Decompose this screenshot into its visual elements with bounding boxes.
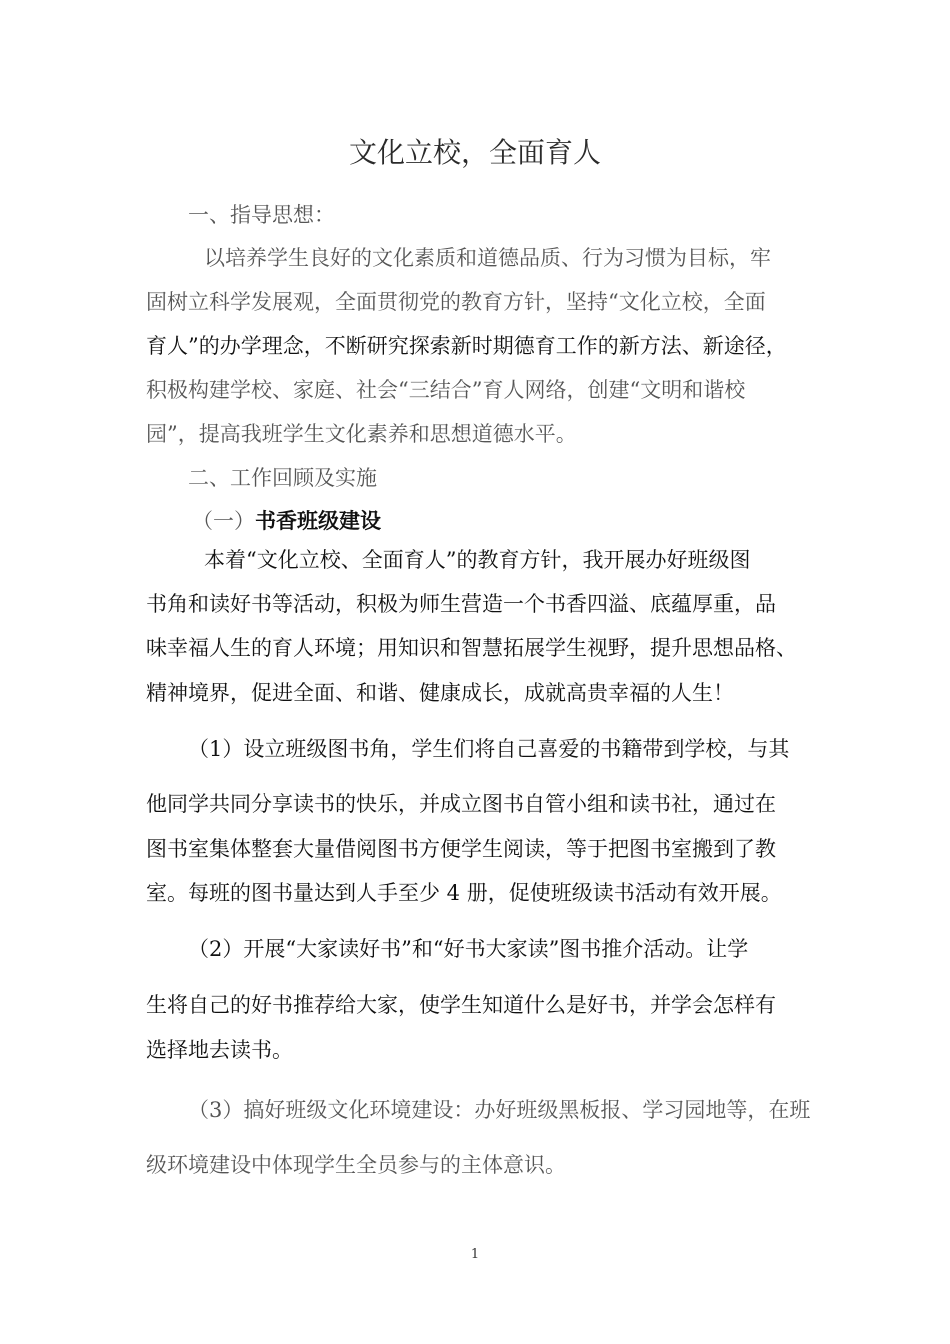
list-item-line: （3）搞好班级文化环境建设：办好班级黑板报、学习园地等，在班 xyxy=(188,1098,811,1122)
paragraph-line: 积极构建学校、家庭、社会“三结合”育人网络，创建“文明和谐校 xyxy=(146,378,746,402)
section-heading-work-review: 二、工作回顾及实施 xyxy=(188,466,377,490)
list-item-line: （2）开展“大家读好书”和“好书大家读”图书推介活动。让学 xyxy=(188,937,749,961)
page-number: 1 xyxy=(470,1247,480,1262)
document-title: 文化立校，全面育人 xyxy=(348,136,601,169)
paragraph-line: 精神境界，促进全面、和谐、健康成长，成就高贵幸福的人生！ xyxy=(146,681,734,705)
paragraph-line: 以培养学生良好的文化素质和道德品质、行为习惯为目标，牢 xyxy=(204,246,771,270)
list-item-line: （1）设立班级图书角，学生们将自己喜爱的书籍带到学校，与其 xyxy=(188,737,790,761)
list-item-line: 生将自己的好书推荐给大家，使学生知道什么是好书，并学会怎样有 xyxy=(146,993,776,1017)
subsection-heading-scholarly-class xyxy=(192,507,381,535)
list-item-line: 图书室集体整套大量借阅图书方便学生阅读，等于把图书室搬到了教 xyxy=(146,837,776,861)
paragraph-line: 味幸福人生的育人环境；用知识和智慧拓展学生视野，提升思想品格、 xyxy=(146,636,797,660)
list-item-line: 室。每班的图书量达到人手至少 4 册，促使班级读书活动有效开展。 xyxy=(146,881,782,905)
paragraph-line: 书角和读好书等活动，积极为师生营造一个书香四溢、底蕴厚重，品 xyxy=(146,592,776,616)
paragraph-line-part: 固树立科学发展观，全面贯彻党的教育方针，坚持“文化立校，全面 xyxy=(146,290,766,314)
list-item-line: 他同学共同分享读书的快乐，并成立图书自管小组和读书社，通过在 xyxy=(146,792,776,816)
paragraph-line: 本着“文化立校、全面育人”的教育方针，我开展办好班级图 xyxy=(204,548,751,572)
paragraph-line: 园”，提高我班学生文化素养和思想道德水平。 xyxy=(146,422,577,446)
subsection-title: 书香班级建设 xyxy=(255,508,381,533)
list-item-line: 级环境建设中体现学生全员参与的主体意识。 xyxy=(146,1153,566,1177)
list-item-line: 选择地去读书。 xyxy=(146,1038,293,1062)
section-heading-guiding-ideology: 一、指导思想： xyxy=(188,203,335,227)
paragraph-line xyxy=(146,288,766,316)
subsection-number: （一） xyxy=(192,509,255,533)
paragraph-line: 育人”的办学理念，不断研究探索新时期德育工作的新方法、新途径， xyxy=(146,334,787,358)
